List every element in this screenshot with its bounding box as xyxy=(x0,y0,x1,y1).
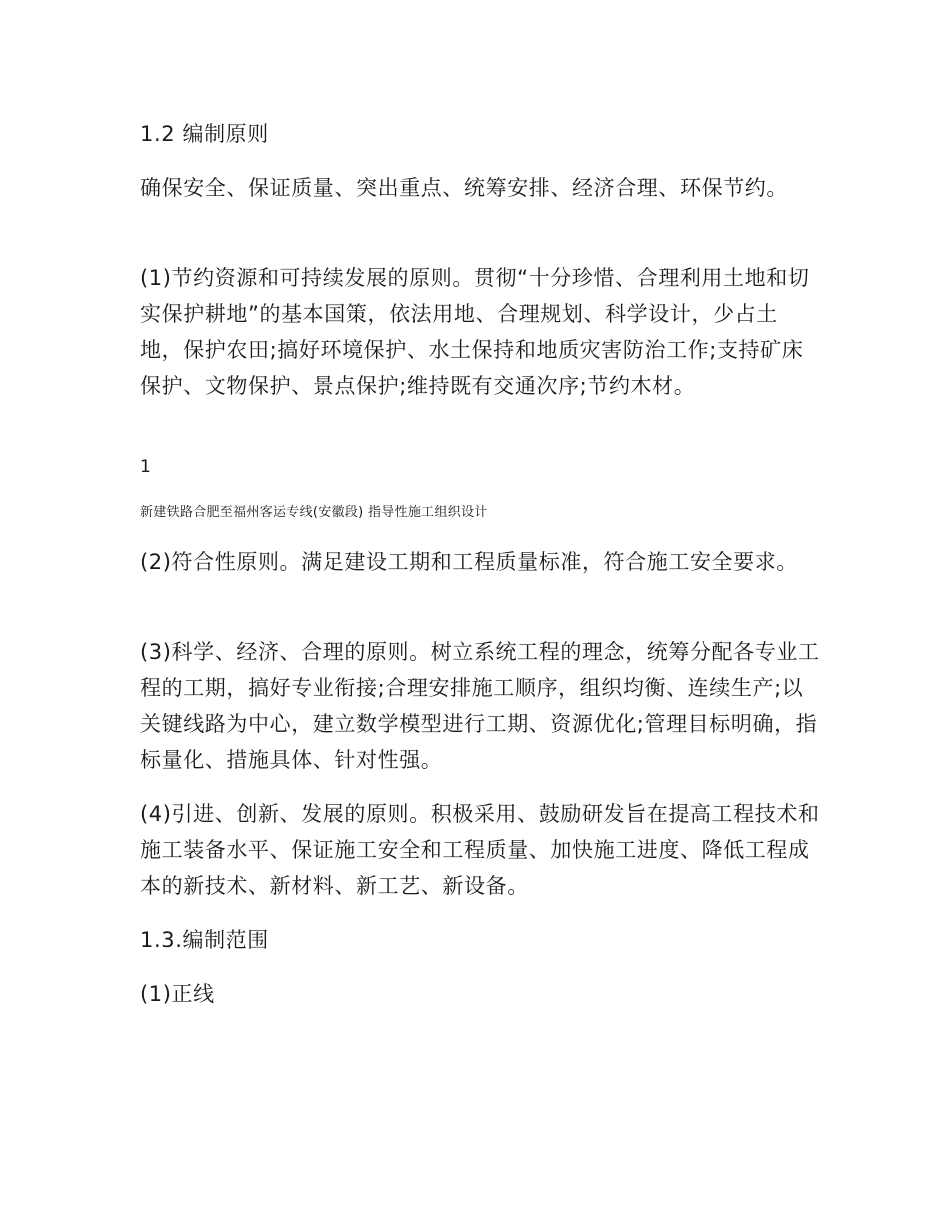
running-header: 新建铁路合肥至福州客运专线(安徽段) 指导性施工组织设计 xyxy=(140,505,488,520)
scope-item-1: (1)正线 xyxy=(140,982,215,1006)
principle-item-3: (3)科学、经济、合理的原则。树立系统工程的理念，统筹分配各专业工程的工期，搞好专业衔接;合理安排施工顺序，组织均衡、连续生产;以关键线路为中心，建立数学模型进行工期、资源优化;管理目标明确，指标量化、措施具体、针对性强。 xyxy=(140,640,820,772)
principle-item-4: (4)引进、创新、发展的原则。积极采用、鼓励研发旨在提高工程技术和施工装备水平、保证施工安全和工程质量、加快施工进度、降低工程成本的新技术、新材料、新工艺、新设备。 xyxy=(140,802,820,898)
principles-summary: 确保安全、保证质量、突出重点、统筹安排、经济合理、环保节约。 xyxy=(140,176,788,200)
page-number: 1 xyxy=(140,457,151,477)
section-heading-1-3: 1.3.编制范围 xyxy=(140,928,269,952)
principle-item-1: (1)节约资源和可持续发展的原则。贯彻“十分珍惜、合理利用土地和切实保护耕地”的基本国策，依法用地、合理规划、科学设计，少占土地，保护农田;搞好环境保护、水土保持和地质灾害防治工作;支持矿床保护、文物保护、景点保护;维持既有交通次序;节约木材。 xyxy=(140,266,810,398)
principle-item-2: (2)符合性原则。满足建设工期和工程质量标准，符合施工安全要求。 xyxy=(140,550,798,574)
section-heading-1-2: 1.2 编制原则 xyxy=(140,122,269,146)
